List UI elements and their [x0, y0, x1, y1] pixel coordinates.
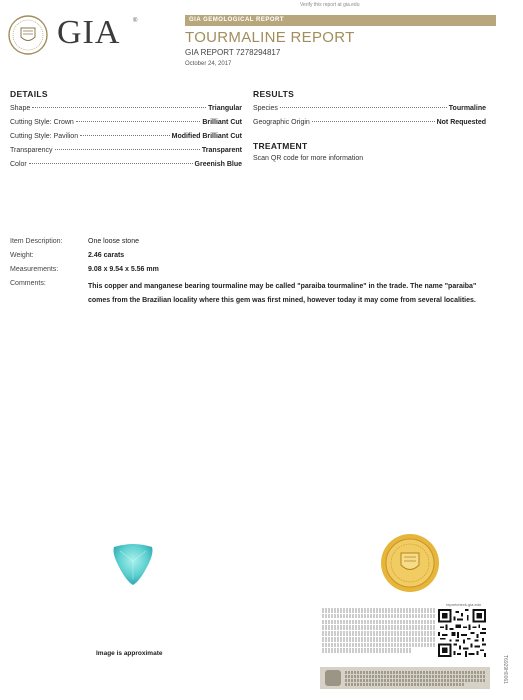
- disclaimer-text: [322, 608, 435, 653]
- comments-value: This copper and manganese bearing tourmaline may be called "paraiba tourmaline" in the trade. The name "paraiba" comes from the Brazilian locality where this gem was first mined, however today it may come from several localities.: [88, 283, 477, 304]
- results-section: [253, 89, 486, 151]
- details-heading: DETAILS: [10, 89, 48, 99]
- measurements-value: 9.08 x 9.54 x 5.56 mm: [88, 266, 159, 273]
- item-description-label: Item Description:: [10, 238, 63, 245]
- image-caption: Image is approximate: [96, 650, 163, 657]
- registered-mark: ®: [133, 18, 138, 24]
- comments-label: Comments:: [10, 280, 46, 287]
- treatment-text: Scan QR code for more information: [253, 155, 364, 162]
- gia-logo-text: GIA: [57, 14, 121, 51]
- report-date: October 24, 2017: [185, 61, 232, 67]
- item-description: One loose stone: [88, 238, 139, 245]
- detail-row: Color Greenish Blue: [10, 161, 242, 168]
- qr-code-icon[interactable]: [438, 609, 486, 657]
- detail-row: Transparency Transparent: [10, 147, 242, 154]
- detail-row: Cutting Style: Crown Brilliant Cut: [10, 119, 242, 126]
- report-number: GIA REPORT 7278294817: [185, 48, 281, 57]
- detail-row: Shape Triangular: [10, 105, 242, 112]
- security-text: [345, 670, 485, 687]
- item-section: [10, 238, 490, 308]
- lock-icon: [325, 670, 341, 686]
- verify-text: Verify this report at gia.edu: [300, 2, 360, 8]
- treatment-heading: TREATMENT: [253, 141, 308, 151]
- result-row: Geographic Origin Not Requested: [253, 119, 486, 126]
- vertical-serial-code: T6929H0061: [502, 655, 508, 684]
- report-title: TOURMALINE REPORT: [185, 29, 355, 46]
- results-heading: RESULTS: [253, 89, 295, 99]
- report-banner: GIA GEMOLOGICAL REPORT: [185, 15, 496, 26]
- weight-value: 2.46 carats: [88, 252, 125, 259]
- measurements-label: Measurements:: [10, 266, 59, 273]
- gold-seal-icon: [380, 533, 440, 593]
- result-row: Species Tourmaline: [253, 105, 486, 112]
- weight-label: Weight:: [10, 252, 34, 259]
- detail-row: Cutting Style: Pavilion Modified Brilliant Cut: [10, 133, 242, 140]
- reportcheck-link: reportcheck.gia.edu: [446, 602, 482, 607]
- details-section: [10, 89, 242, 175]
- gemstone-image: [108, 539, 158, 587]
- gia-seal-icon: [8, 15, 48, 55]
